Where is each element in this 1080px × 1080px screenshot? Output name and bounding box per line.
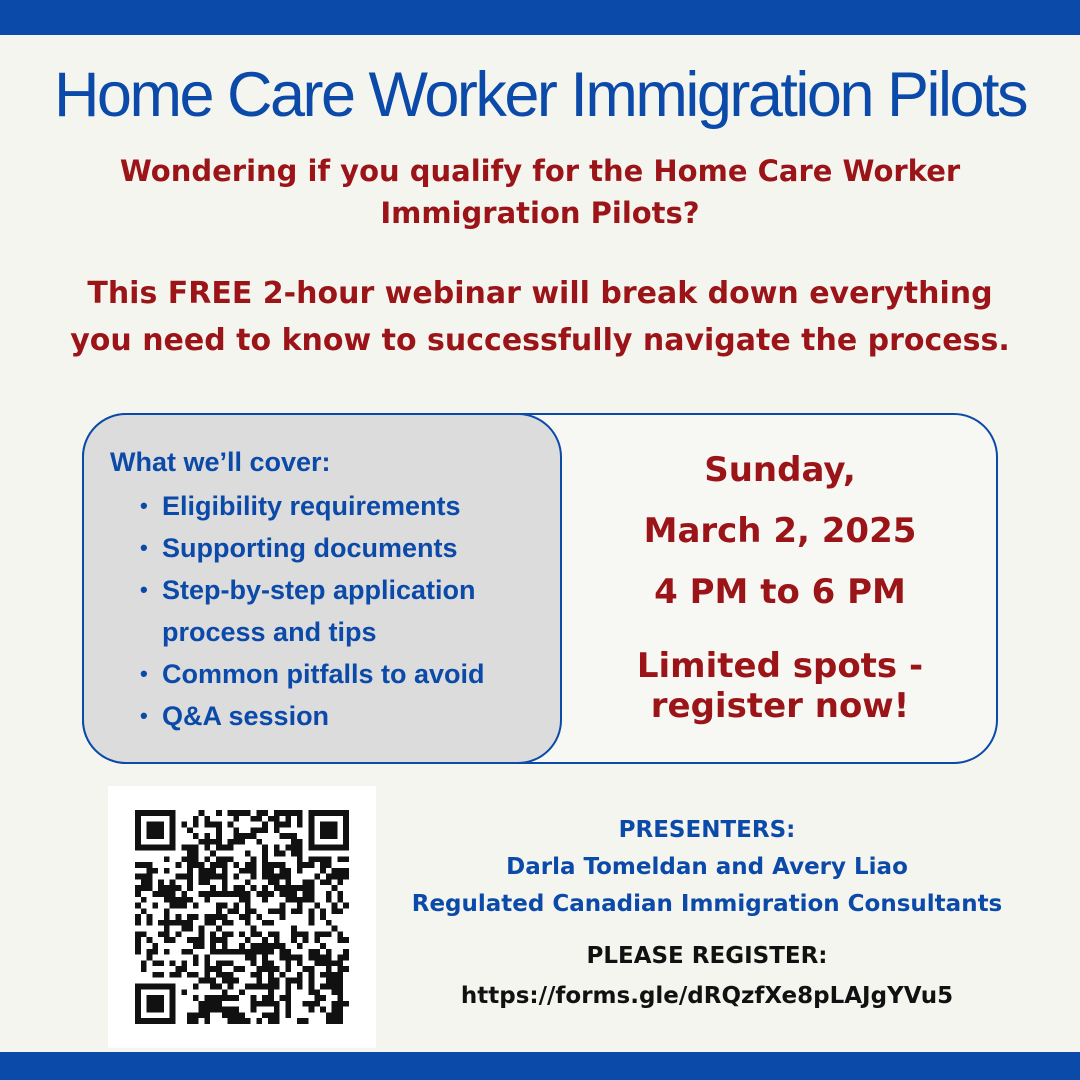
qr-code[interactable] [108,786,376,1048]
event-date-block [560,440,1000,623]
registration-cta [560,646,1000,726]
intro-question [40,150,1040,234]
topic-label: Eligibility requirements [162,491,461,521]
topic-item [138,653,532,695]
bullet-icon: • [140,535,148,560]
intro-question-line-1: Wondering if you qualify for the Home Care Worker [119,154,961,188]
topic-item [138,527,532,569]
topics-heading: What we’ll cover: [110,447,331,477]
cta-line-1: Limited spots - [636,646,924,686]
register-link[interactable]: https://forms.gle/dRQzfXe8pLAJgYVu5 [460,983,954,1009]
topic-item [138,569,532,653]
topic-item [138,485,532,527]
topic-label: Step-by-step application process and tips [162,575,476,647]
topic-label: Common pitfalls to avoid [162,659,485,689]
top-banner-bar [0,0,1080,35]
intro-question-line-2: Immigration Pilots? [380,196,700,230]
topic-item [138,695,532,737]
topics-panel [82,413,562,764]
bullet-icon: • [140,577,148,602]
bullet-icon: • [140,703,148,728]
qr-code-icon [131,810,353,1024]
intro-description [40,270,1040,364]
register-heading: PLEASE REGISTER: [586,943,828,969]
bullet-icon: • [140,493,148,518]
event-time: 4 PM to 6 PM [654,572,906,612]
bullet-icon: • [140,661,148,686]
bottom-banner-bar [0,1052,1080,1080]
event-date: March 2, 2025 [643,511,917,551]
topics-list [110,485,560,737]
event-day: Sunday, [704,450,856,490]
topic-label: Q&A session [162,701,330,731]
intro-description-line-2: you need to know to successfully navigate the process. [70,323,1010,358]
topic-label: Supporting documents [162,533,458,563]
presenters-block [390,812,1024,923]
page-title: Home Care Worker Immigration Pilots [53,60,1027,130]
cta-line-2: register now! [650,686,910,726]
presenter-names: Darla Tomeldan and Avery Liao [506,854,908,880]
presenters-heading: PRESENTERS: [618,817,796,843]
register-block [390,936,1024,1016]
presenter-role: Regulated Canadian Immigration Consultants [411,891,1003,917]
intro-description-line-1: This FREE 2-hour webinar will break down everything [87,276,993,311]
